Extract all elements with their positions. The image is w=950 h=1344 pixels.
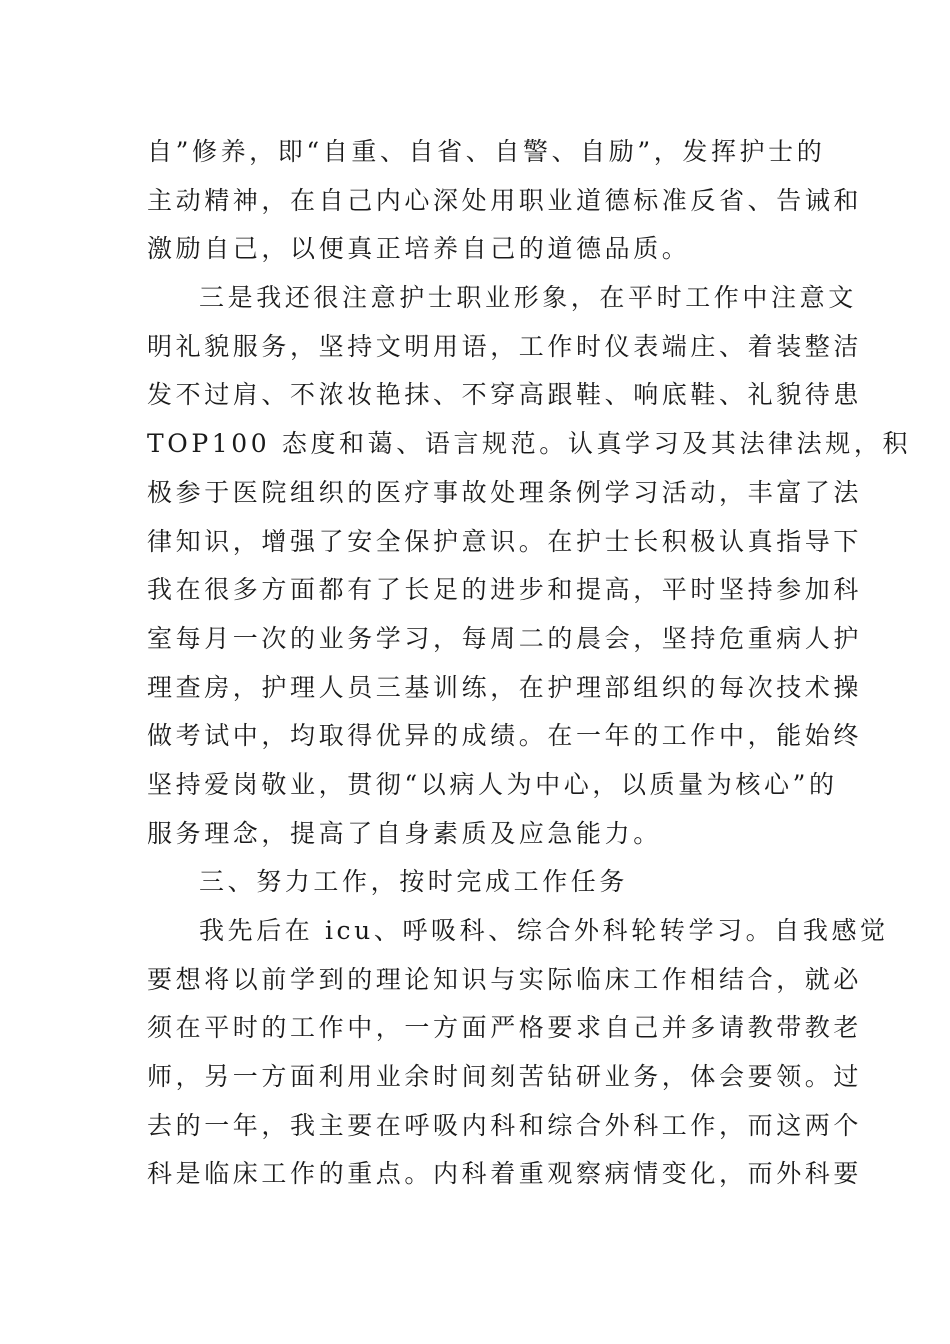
text-line: 室每月一次的业务学习，每周二的晨会，坚持危重病人护 bbox=[147, 623, 863, 653]
text-line: 自”修养，即“自重、自省、自警、自励”，发挥护士的 bbox=[147, 137, 826, 166]
text-line: 发不过肩、不浓妆艳抹、不穿高跟鞋、响底鞋、礼貌待患 bbox=[147, 380, 863, 410]
text-line: 去的一年，我主要在呼吸内科和综合外科工作，而这两个 bbox=[147, 1110, 863, 1140]
text-line: 须在平时的工作中，一方面严格要求自己并多请教带教老 bbox=[147, 1013, 863, 1043]
text-line: 理查房，护理人员三基训练，在护理部组织的每次技术操 bbox=[147, 672, 863, 702]
text-line: 我先后在 icu、呼吸科、综合外科轮转学习。自我感觉 bbox=[199, 916, 889, 945]
text-line: 律知识，增强了安全保护意识。在护士长积极认真指导下 bbox=[147, 526, 863, 556]
text-line: 我在很多方面都有了长足的进步和提高，平时坚持参加科 bbox=[147, 575, 863, 605]
text-line: 师，另一方面利用业余时间刻苦钻研业务，体会要领。过 bbox=[147, 1062, 863, 1092]
document-body bbox=[147, 128, 912, 1199]
text-line: 服务理念，提高了自身素质及应急能力。 bbox=[147, 818, 662, 848]
text-line: 做考试中，均取得优异的成绩。在一年的工作中，能始终 bbox=[147, 721, 863, 751]
text-line: 极参于医院组织的医疗事故处理条例学习活动，丰富了法 bbox=[147, 477, 863, 507]
text-line: 科是临床工作的重点。内科着重观察病情变化，而外科要 bbox=[147, 1159, 863, 1189]
text-line: 坚持爱岗敬业，贯彻“以病人为中心，以质量为核心”的 bbox=[147, 769, 838, 799]
text-line: 要想将以前学到的理论知识与实际临床工作相结合，就必 bbox=[147, 964, 863, 994]
text-line: 激励自己，以便真正培养自己的道德品质。 bbox=[147, 234, 691, 264]
text-line: 三是我还很注意护士职业形象，在平时工作中注意文 bbox=[199, 283, 857, 313]
text-line: 主动精神，在自己内心深处用职业道德标准反省、告诫和 bbox=[147, 185, 863, 215]
text-line: TOP100 态度和蔼、语言规范。认真学习及其法律法规，积 bbox=[147, 429, 912, 459]
text-line: 明礼貌服务，坚持文明用语，工作时仪表端庄、着装整洁 bbox=[147, 331, 863, 361]
text-line: 三、努力工作，按时完成工作任务 bbox=[199, 867, 629, 897]
